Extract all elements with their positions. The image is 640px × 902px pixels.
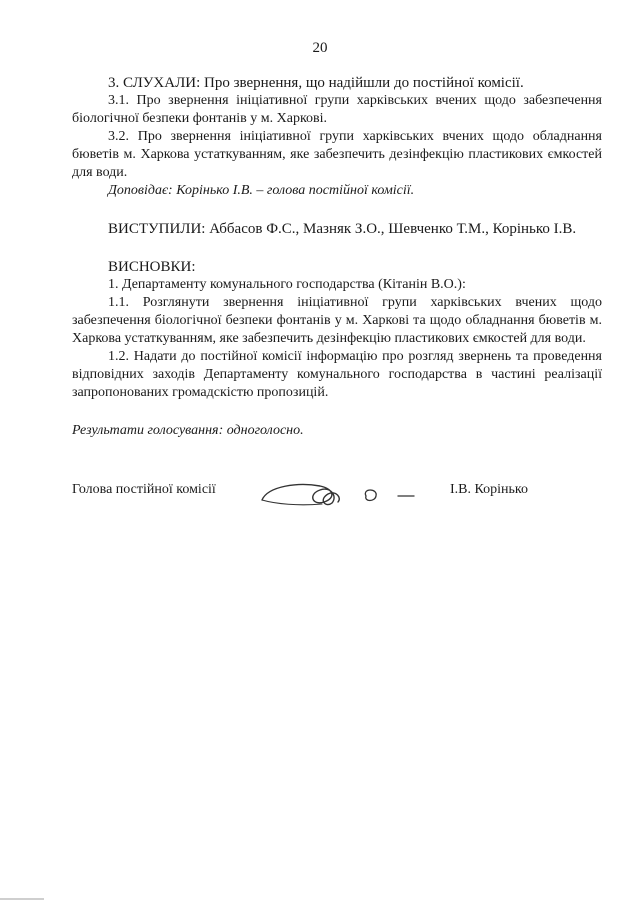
spoke-line: ВИСТУПИЛИ: Аббасов Ф.С., Мазняк З.О., Шевченко Т.М., Корінько І.В. — [108, 221, 577, 237]
heard-title: 3. СЛУХАЛИ: Про звернення, що надійшли до постійної комісії. — [108, 75, 524, 91]
reporter-line: Доповідає: Корінько І.В. – голова постійної комісії. — [108, 183, 415, 198]
conclusion-item-1-1: 1.1. Розглянути звернення ініціативної групи харківських вчених щодо забезпечення біологічної безпеки фонтанів у м. Харкові та щодо обладнання бюветів м. Харкова устаткуванням, яке забезпечить дезінфекцію пластикових ємкостей для води. — [72, 295, 602, 346]
heard-item-1: 3.1. Про звернення ініціативної групи харківських вчених щодо забезпечення біологічної безпеки фонтанів у м. Харкові. — [72, 93, 602, 126]
voting-result: Результати голосування: одноголосно. — [72, 423, 304, 438]
document-body — [72, 74, 602, 440]
signature-name: І.В. Корінько — [450, 482, 528, 497]
signature-title: Голова постійної комісії — [72, 482, 216, 497]
page-number: 20 — [312, 40, 328, 56]
signature-block — [72, 476, 604, 516]
conclusion-item-1-2: 1.2. Надати до постійної комісії інформацію про розгляд звернень та проведення відповідних заходів Департаменту комунального господарства в частині реалізації запропонованих громадскістю пропозицій. — [72, 349, 602, 400]
handwritten-signature — [258, 476, 428, 512]
conclusions-title: ВИСНОВКИ: — [108, 259, 196, 275]
scan-edge-mark — [0, 898, 44, 900]
conclusion-item-1: 1. Департаменту комунального господарства (Кітанін В.О.): — [108, 277, 466, 292]
heard-item-2: 3.2. Про звернення ініціативної групи харківських вчених щодо обладнання бюветів м. Харкова устаткуванням, яке забезпечить дезінфекцію пластикових ємкостей для води. — [72, 129, 602, 180]
